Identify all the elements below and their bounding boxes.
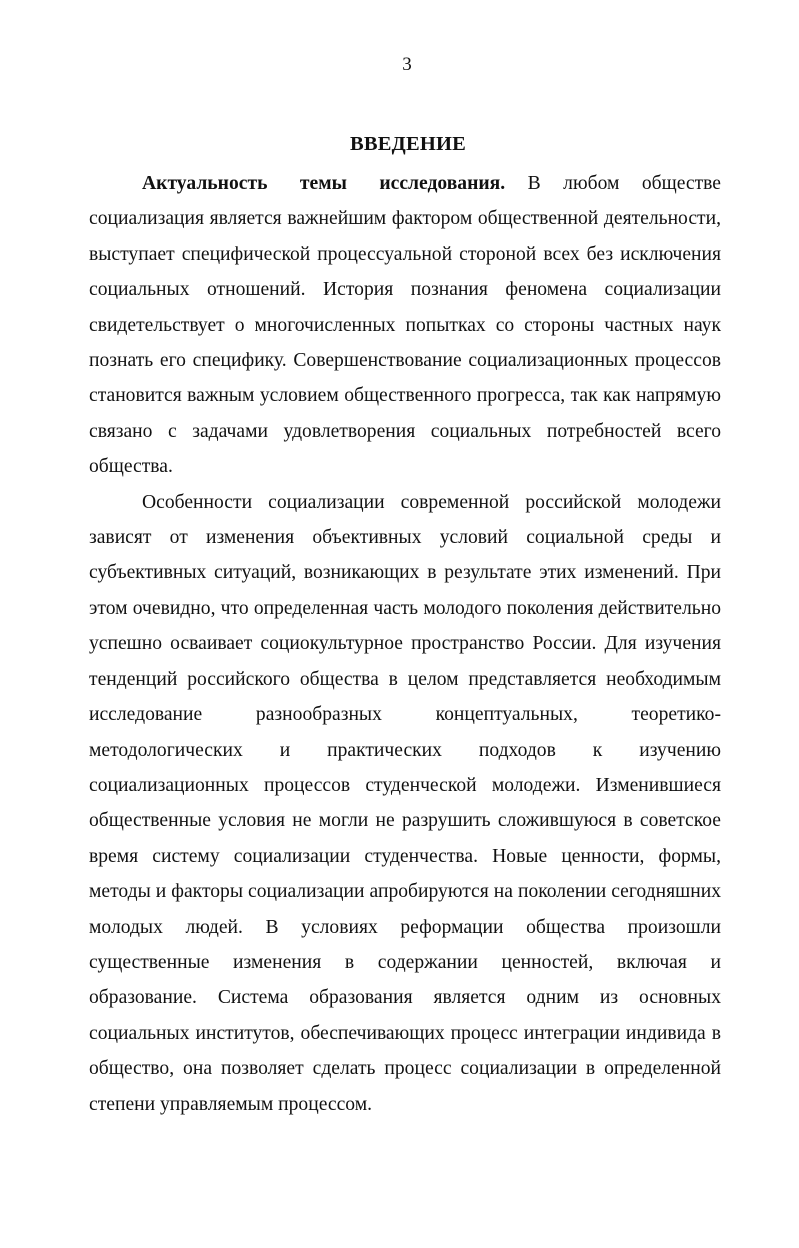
paragraph-lead: Актуальность темы исследования.: [142, 173, 506, 194]
paragraph-relevance: [89, 166, 721, 485]
page-number: 3: [402, 54, 412, 75]
body-text: [89, 166, 721, 1122]
section-heading: ВВЕДЕНИЕ: [350, 133, 466, 155]
paragraph-relevance-text: В любом обществе социализация является важнейшим фактором общественной деятельности, выступает специфической процессуальной стороной всех без исключения социальных отношений. История познания феномена социализации свидетельствует о многочисленных попытках со стороны частных наук познать его специфику. Совершенствование социализационных процессов становится важным условием общественного прогресса, так как напрямую связано с задачами удовлетворения социальных потребностей всего общества.: [89, 173, 721, 478]
paragraph-socialization: Особенности социализации современной российской молодежи зависят от изменения объективных условий социальной среды и субъективных ситуаций, возникающих в результате этих изменений. При этом очевидно, что определенная часть молодого поколения действительно успешно осваивает социокультурное пространство России. Для изучения тенденций российского общества в целом представляется необходимым исследование разнообразных концептуальных, теоретико-методологических и практических подходов к изучению социализационных процессов студенческой молодежи. Изменившиеся общественные условия не могли не разрушить сложившуюся в советское время систему социализации студенчества. Новые ценности, формы, методы и факторы социализации апробируются на поколении сегодняшних молодых людей. В условиях реформации общества произошли существенные изменения в содержании ценностей, включая и образование. Система образования является одним из основных социальных институтов, обеспечивающих процесс интеграции индивида в общество, она позволяет сделать процесс социализации в определенной степени управляемым процессом.: [89, 491, 721, 1115]
